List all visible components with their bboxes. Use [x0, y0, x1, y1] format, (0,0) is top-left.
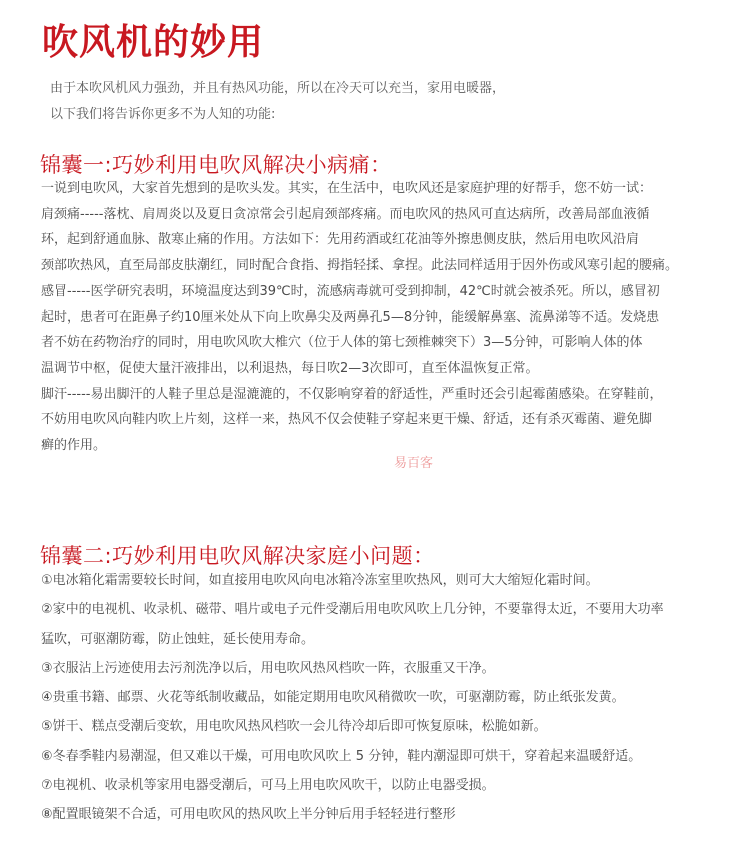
list-item: ①电冰箱化霜需要较长时间，如直接用电吹风向电冰箱冷冻室里吹热风，则可大大缩短化霜时间。: [41, 573, 599, 588]
body-line: 温调节中枢，促使大量汗液排出，以利退热，每日吹2—3次即可，直至体温恢复正常。: [41, 360, 539, 376]
page-title: 吹风机的妙用: [42, 21, 265, 63]
intro-line: 以下我们将告诉你更多不为人知的功能:: [50, 107, 276, 122]
body-line: 癣的作用。: [41, 438, 107, 454]
list-item: ⑦电视机、收录机等家用电器受潮后，可马上用电吹风吹干，以防止电器受损。: [41, 778, 495, 794]
body-line: 起时，患者可在距鼻子约10厘米处从下向上吹鼻尖及两鼻孔5—8分钟，能缓解鼻塞、流鼻涕等不适。发烧患: [41, 309, 660, 325]
watermark: 易百客: [394, 456, 434, 471]
section-body-tips-one: [41, 176, 741, 459]
section-heading-tips-two: 锦囊二:巧妙利用电吹风解决家庭小问题：: [40, 544, 435, 568]
body-line: 脚汗-----易出脚汗的人鞋子里总是湿漉漉的，不仅影响穿着的舒适性，严重时还会引起霉菌感染。在穿鞋前，: [41, 386, 663, 402]
list-item: ⑥冬春季鞋内易潮湿，但又难以干燥，可用电吹风吹上 5 分钟，鞋内潮湿即可烘干，穿着起来温暖舒适。: [41, 748, 642, 764]
body-line: 不妨用电吹风向鞋内吹上片刻，这样一来，热风不仅会使鞋子穿起来更干燥、舒适，还有杀灭霉菌、避免脚: [41, 412, 653, 428]
intro-line: 由于本吹风机风力强劲，并且有热风功能，所以在冷天可以充当，家用电暖器，: [50, 81, 506, 96]
body-line: 环，起到舒通血脉、散寒止痛的作用。方法如下：先用药酒或红花油等外擦患侧皮肤，然后用电吹风沿肩: [41, 232, 640, 248]
body-line: 者不妨在药物治疗的同时，用电吹风吹大椎穴（位于人体的第七颈椎棘突下）3—5分钟，可影响人体的体: [41, 335, 643, 351]
body-line: 颈部吹热风，直至局部皮肤潮红，同时配合食指、拇指轻揉、拿捏。此法同样适用于因外伤或风寒引起的腰痛。: [41, 258, 679, 274]
list-item: ③衣服沾上污迹使用去污剂洗净以后，用电吹风热风档吹一阵，衣服重又干净。: [41, 660, 495, 676]
section-heading-tips-one: 锦囊一:巧妙利用电吹风解决小病痛：: [40, 153, 392, 177]
body-line: 肩颈痛-----落枕、肩周炎以及夏日贪凉常会引起肩颈部疼痛。而电吹风的热风可直达病所，改善局部血液循: [41, 206, 650, 222]
body-line: 感冒-----医学研究表明，环境温度达到39℃时，流感病毒就可受到抑制，42℃时就会被杀死。所以，感冒初: [41, 283, 660, 299]
list-item: ②家中的电视机、收录机、磁带、唱片或电子元件受潮后用电吹风吹上几分钟，不要靠得太近，不要用大功率: [41, 602, 664, 618]
list-item: ⑧配置眼镜架不合适，可用电吹风的热风吹上半分钟后用手轻轻进行整形: [41, 807, 456, 823]
list-item: 猛吹，可驱潮防霉，防止蚀蛀，延长使用寿命。: [41, 631, 315, 647]
intro-paragraph: [50, 76, 505, 128]
body-line: 一说到电吹风，大家首先想到的是吹头发。其实，在生活中，电吹风还是家庭护理的好帮手，您不妨一试：: [41, 181, 653, 196]
list-item: ⑤饼干、糕点受潮后变软，用电吹风热风档吹一会儿待冷却后即可恢复原味，松脆如新。: [41, 719, 547, 735]
section-body-tips-two: [41, 566, 741, 830]
list-item: ④贵重书籍、邮票、火花等纸制收藏品，如能定期用电吹风稍微吹一吹，可驱潮防霉，防止纸张发黄。: [41, 690, 625, 706]
